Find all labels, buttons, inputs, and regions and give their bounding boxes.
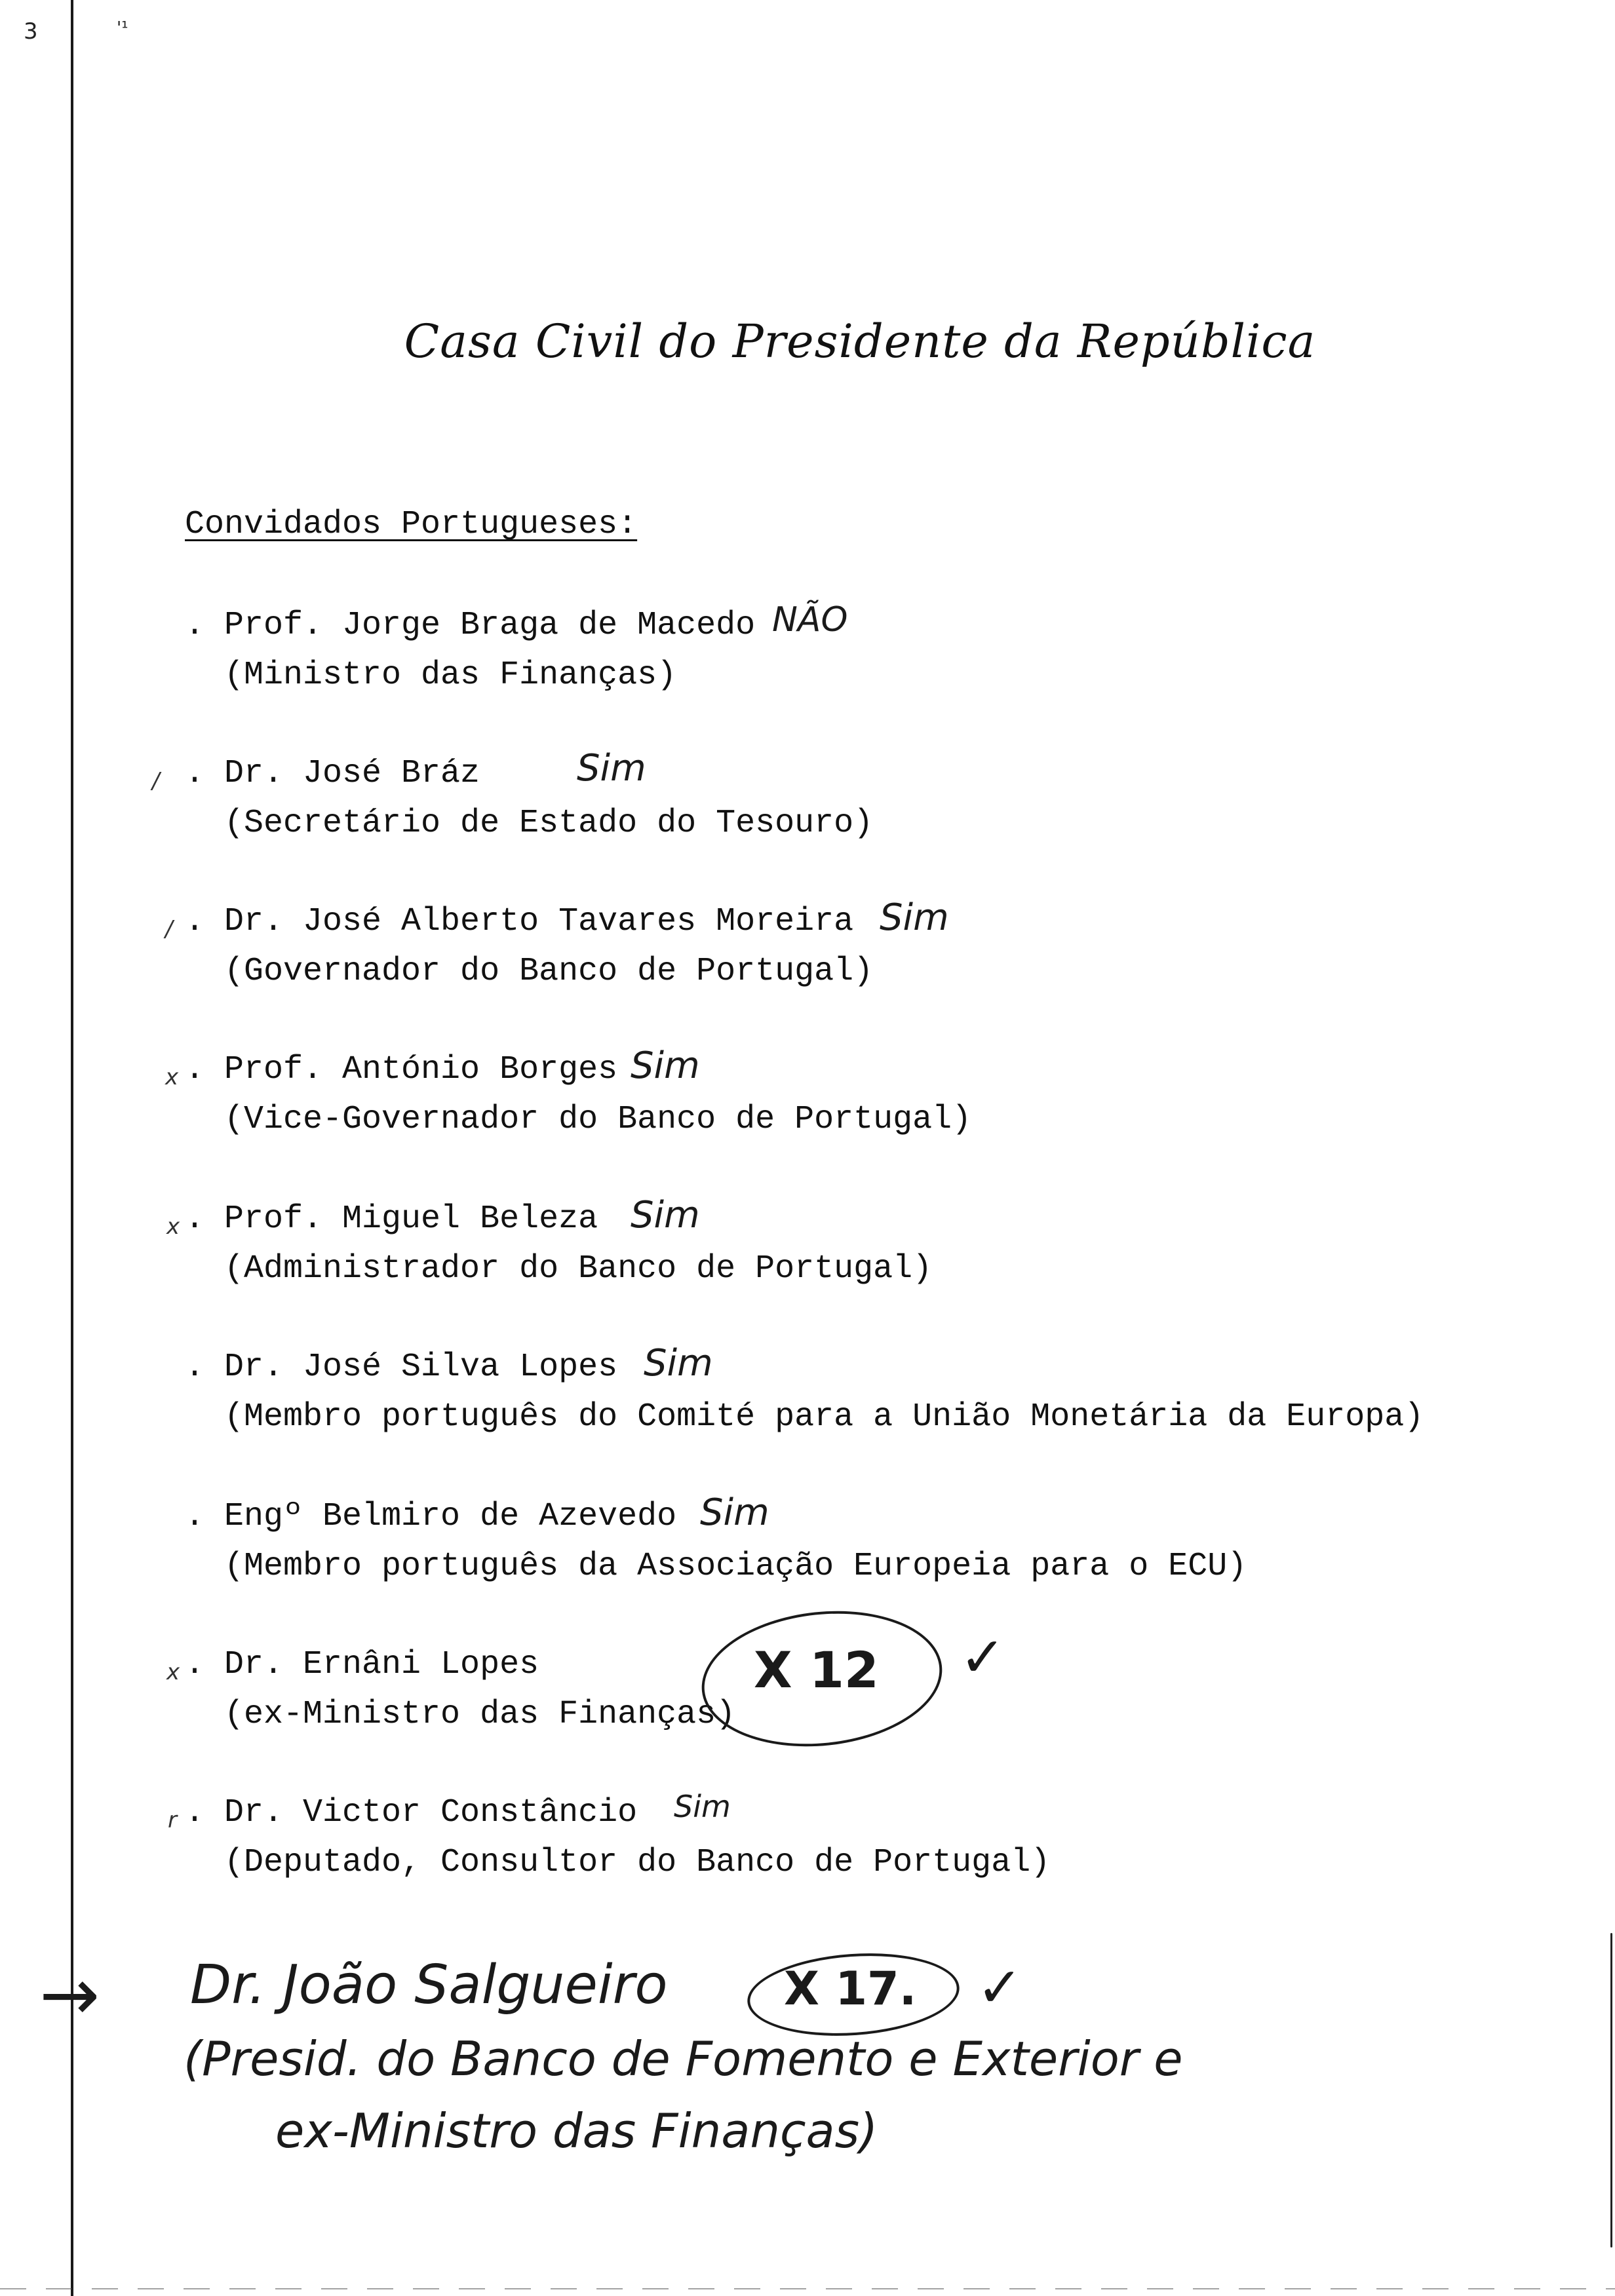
- entry-bullet: .: [185, 1349, 205, 1386]
- corner-mark-right: '¹: [117, 18, 128, 38]
- entry-bullet: .: [185, 1794, 205, 1831]
- guest-name: Prof. Jorge Braga de Macedo: [224, 607, 756, 644]
- guest-annotation: Sim: [674, 1789, 731, 1824]
- guest-annotation: Sim: [644, 1342, 713, 1385]
- entry-bullet: .: [185, 755, 205, 792]
- margin-mark: /: [165, 916, 173, 942]
- guest-role: (Secretário de Estado do Tesouro): [224, 805, 874, 842]
- guest-role: (Deputado, Consultor do Banco de Portugal): [224, 1844, 1051, 1881]
- guest-role: (Administrador do Banco de Portugal): [224, 1250, 933, 1288]
- entry-bullet: .: [185, 1200, 205, 1238]
- entry-bullet: .: [185, 1051, 205, 1088]
- handwritten-guest-name: Dr. João Salgueiro: [190, 1954, 668, 2016]
- guest-annotation: Sim: [880, 896, 949, 939]
- guest-role: (Governador do Banco de Portugal): [224, 953, 874, 990]
- guest-role: (Membro português do Comité para a União Monetária da Europa): [224, 1398, 1424, 1436]
- entry-bullet: .: [185, 1498, 205, 1535]
- handwritten-guest-role-line2: ex-Ministro das Finanças): [275, 2103, 878, 2158]
- guest-role: (ex-Ministro das Finanças): [224, 1696, 736, 1733]
- margin-mark: x: [166, 1659, 180, 1685]
- page-edge-mark: [1610, 1933, 1612, 2248]
- guest-annotation: Sim: [577, 747, 646, 790]
- entry-bullet: .: [185, 903, 205, 940]
- guest-annotation: NÃO: [772, 600, 848, 640]
- guest-role: (Membro português da Associação Europeia para o ECU): [224, 1548, 1247, 1585]
- guest-name: Prof. António Borges: [224, 1051, 618, 1088]
- guest-annotation: Sim: [631, 1044, 700, 1087]
- check-mark: ✓: [960, 1625, 1006, 1689]
- corner-mark-left: 3: [24, 18, 38, 45]
- guest-name: Dr. José Bráz: [224, 755, 480, 792]
- guest-list-heading: Convidados Portugueses:: [185, 506, 638, 543]
- guest-name: Prof. Miguel Beleza: [224, 1200, 598, 1238]
- guest-role: (Ministro das Finanças): [224, 657, 677, 694]
- circled-note-text: X 12: [754, 1641, 879, 1699]
- guest-name: Dr. Victor Constâncio: [224, 1794, 638, 1831]
- handwritten-guest-role-line1: (Presid. do Banco de Fomento e Exterior e: [184, 2031, 1183, 2086]
- guest-name: Engº Belmiro de Azevedo: [224, 1498, 677, 1535]
- margin-mark: /: [152, 768, 160, 794]
- margin-mark: r: [168, 1807, 177, 1833]
- letterhead: [0, 315, 1615, 368]
- guest-role: (Vice-Governador do Banco de Portugal): [224, 1101, 972, 1138]
- guest-name: Dr. Ernâni Lopes: [224, 1646, 539, 1683]
- entry-bullet: .: [185, 607, 205, 644]
- bottom-edge-line: [0, 2288, 1615, 2289]
- guest-annotation: Sim: [631, 1194, 700, 1236]
- margin-mark: x: [165, 1064, 179, 1090]
- margin-mark: x: [166, 1214, 180, 1240]
- arrow-icon: →: [39, 1953, 100, 2037]
- guest-name: Dr. José Alberto Tavares Moreira: [224, 903, 854, 940]
- guest-annotation: Sim: [700, 1491, 769, 1534]
- check-mark: ✓: [977, 1955, 1023, 2019]
- circled-note-text: X 17.: [784, 1962, 917, 2016]
- guest-name: Dr. José Silva Lopes: [224, 1349, 618, 1386]
- entry-bullet: .: [185, 1646, 205, 1683]
- letterhead-text: Casa Civil do Presidente da República: [404, 315, 1316, 368]
